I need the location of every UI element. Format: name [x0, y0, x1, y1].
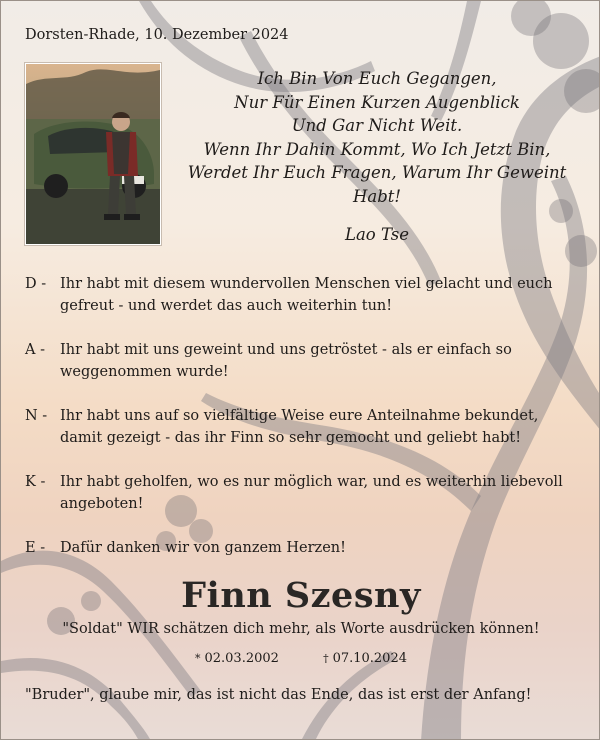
poem-author: Lao Tse	[344, 225, 409, 244]
death-date: 07.10.2024	[332, 651, 407, 666]
poem-line: Ich Bin Von Euch Gegangen,	[257, 69, 497, 88]
acrostic-entry	[25, 405, 575, 449]
deceased-motto: "Soldat" WIR schätzen dich mehr, als Worte ausdrücken können!	[62, 621, 540, 637]
acrostic-letter: A -	[25, 342, 45, 358]
deceased-name: Finn Szesny	[181, 575, 421, 616]
place-date: Dorsten-Rhade, 10. Dezember 2024	[25, 27, 289, 43]
birth-date-group	[195, 651, 279, 666]
acrostic-letter: D -	[25, 276, 47, 292]
acrostic-text: Ihr habt mit uns geweint und uns getröstet - als er einfach so weggenommen wurde!	[60, 342, 512, 380]
acrostic-entry	[25, 537, 575, 559]
acrostic-entry	[25, 273, 575, 317]
acrostic-list	[25, 273, 575, 581]
acrostic-letter: N -	[25, 408, 48, 424]
death-date-group	[323, 651, 407, 666]
poem-line: Werdet Ihr Euch Fragen, Warum Ihr Geweint	[187, 163, 567, 182]
birth-date: 02.03.2002	[204, 651, 279, 666]
acrostic-text: Ihr habt uns auf so vielfältige Weise eure Anteilnahme bekundet, damit gezeigt - das ihr Finn so sehr gemocht und geliebt habt!	[60, 408, 539, 446]
acrostic-text: Ihr habt mit diesem wundervollen Menschen viel gelacht und euch gefreut - und werdet das auch weiterhin tun!	[60, 276, 553, 314]
acrostic-entry	[25, 471, 575, 515]
poem-line: Wenn Ihr Dahin Kommt, Wo Ich Jetzt Bin,	[203, 139, 551, 159]
poem-line: Nur Für Einen Kurzen Augenblick	[234, 92, 520, 112]
acrostic-text: Dafür danken wir von ganzem Herzen!	[60, 540, 346, 556]
closing-line: "Bruder", glaube mir, das ist nicht das Ende, das ist erst der Anfang!	[25, 687, 532, 703]
memorial-photo	[25, 63, 161, 245]
acrostic-entry	[25, 339, 575, 383]
person-with-car-icon	[26, 64, 160, 244]
poem	[171, 67, 583, 208]
acrostic-letter: E -	[25, 540, 46, 556]
acrostic-text: Ihr habt geholfen, wo es nur möglich war, und es weiterhin liebevoll angeboten!	[60, 474, 563, 512]
birth-symbol-icon: *	[194, 652, 201, 665]
acrostic-letter: K -	[25, 474, 46, 490]
life-dates	[1, 651, 600, 666]
cross-icon: †	[323, 652, 329, 665]
poem-line: Habt!	[352, 186, 402, 206]
poem-line: Und Gar Nicht Weit.	[291, 116, 463, 135]
